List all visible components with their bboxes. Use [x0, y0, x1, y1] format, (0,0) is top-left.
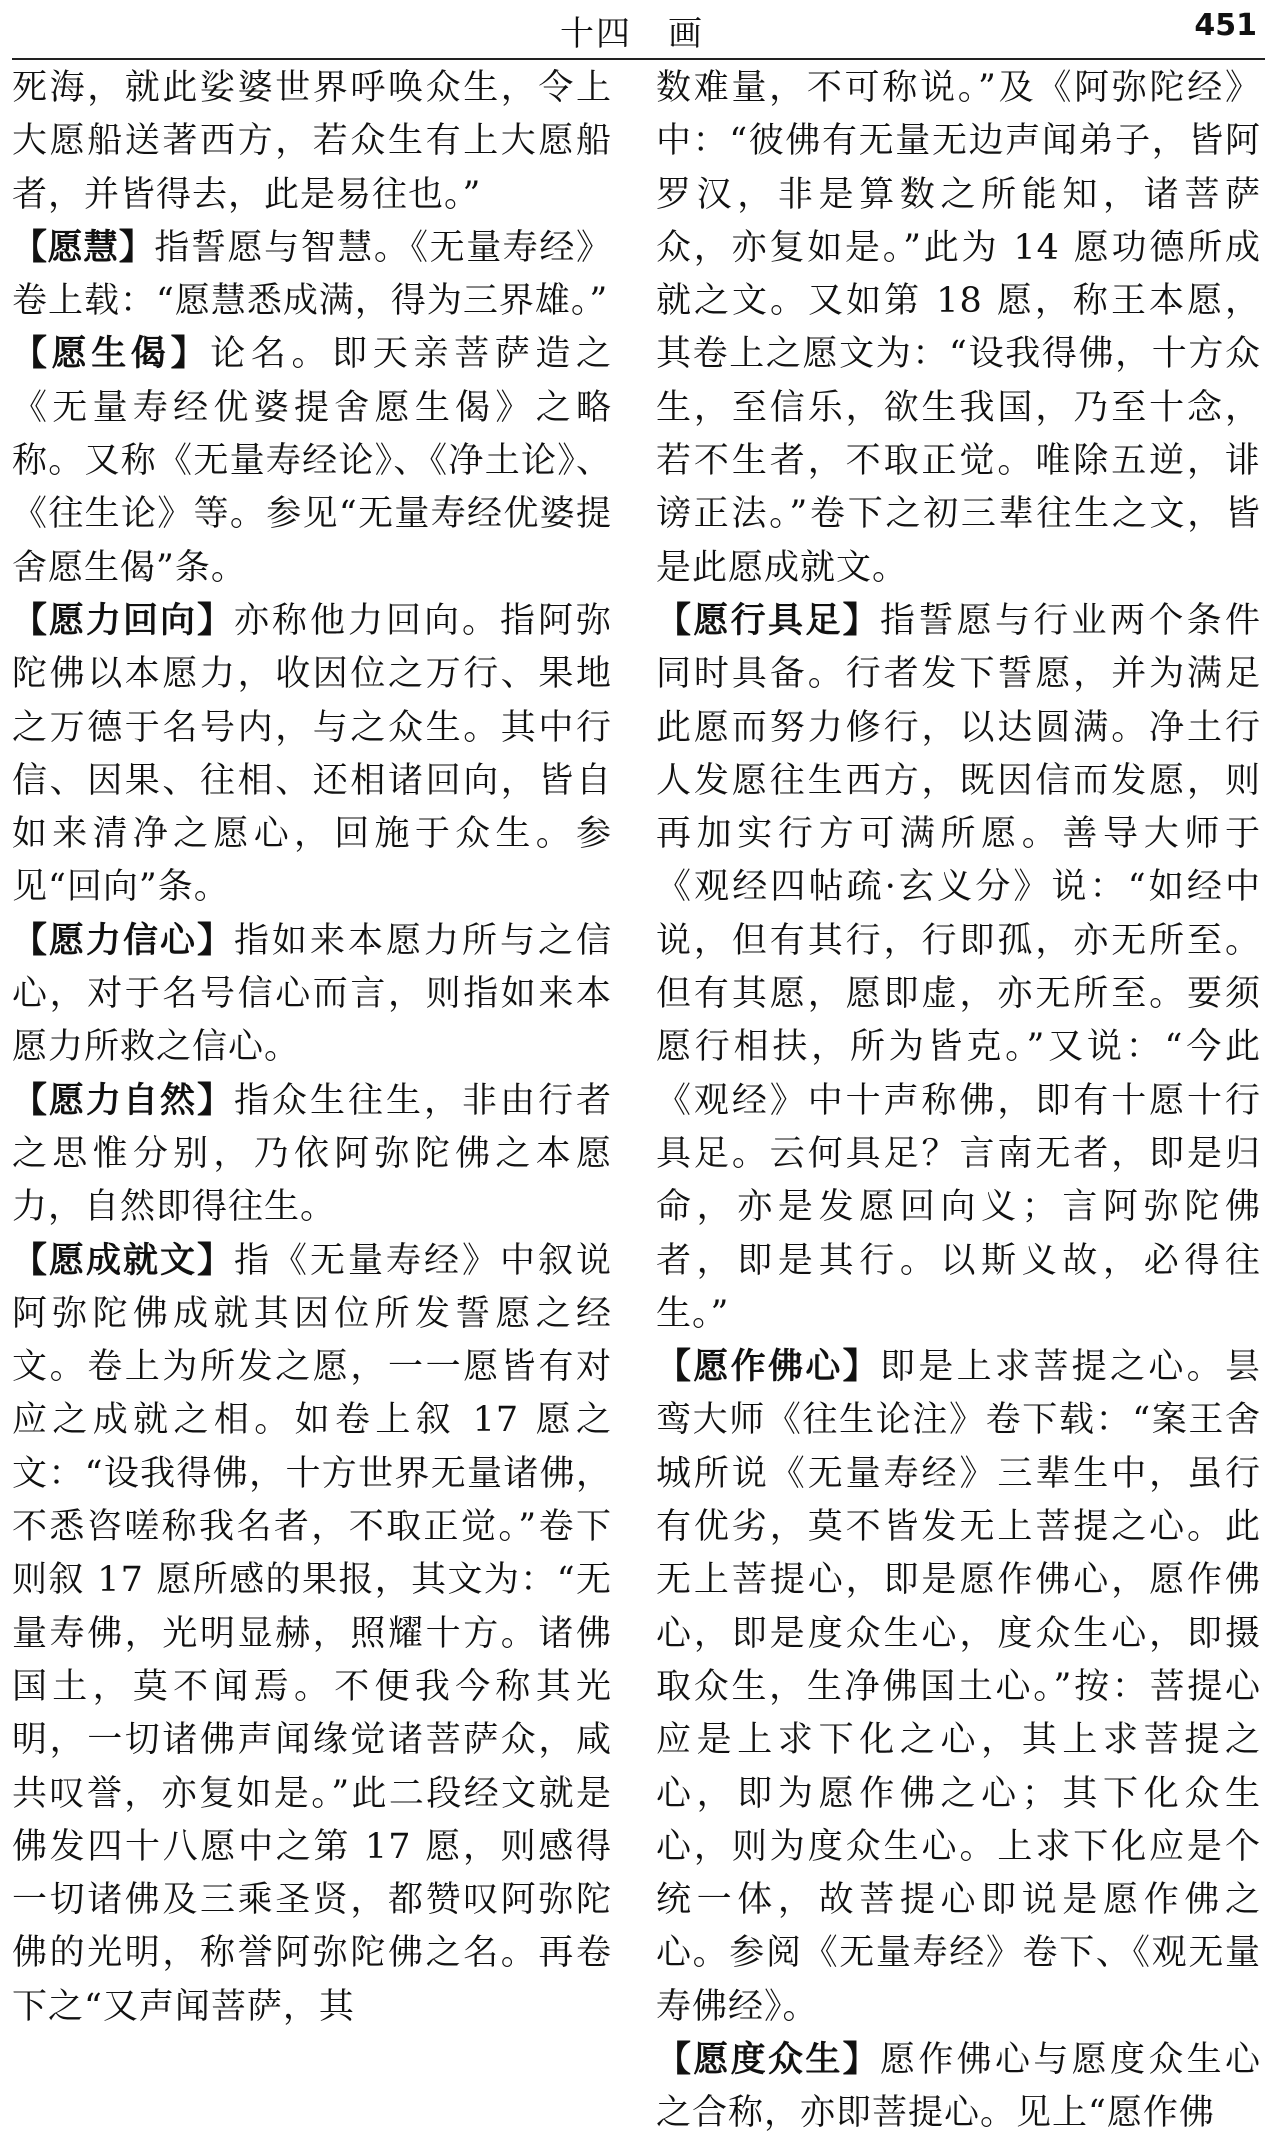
entry-headword: 【愿行具足】 [656, 600, 880, 641]
left-column [12, 62, 612, 2027]
entry-definition: 指誓愿与行业两个条件同时具备。行者发下誓愿，并为满足此愿而努力修行，以达圆满。净土行人发愿往生西方，既因信而发愿，则再加实行方可满所愿。善导大师于《观经四帖疏·玄义分》说：“如经中说，但有其行，行即孤，亦无所至。但有其愿，愿即虚，亦无所至。要须愿行相扶，所为皆克。”又说：“今此《观经》中十声称佛，即有十愿十行具足。云何具足？言南无者，即是归命，亦是发愿回向义；言阿弥陀佛者，即是其行。以斯义故，必得往生。” [656, 600, 1261, 1334]
continued-text: 死海，就此娑婆世界呼唤众生，令上大愿船送著西方，若众生有上大愿船者，并皆得去，此是易往也。” [12, 68, 612, 215]
entry-headword: 【愿作佛心】 [656, 1347, 880, 1388]
entry-definition: 愿作佛心与愿度众生心之合称，亦即菩提心。见上“愿作佛 [656, 2039, 1261, 2134]
dictionary-entry [12, 222, 612, 329]
dictionary-entry [12, 1235, 612, 2034]
dictionary-entry [656, 2034, 1261, 2141]
entry-definition: 论名。即天亲菩萨造之《无量寿经优婆提舍愿生偈》之略称。又称《无量寿经论》、《净土论》、《往生论》等。参见“无量寿经优婆提舍愿生偈”条。 [12, 334, 612, 588]
entry-definition: 即是上求菩提之心。昙鸾大师《往生论注》卷下载：“案王舍城所说《无量寿经》三辈生中，虽行有优劣，莫不皆发无上菩提之心。此无上菩提心，即是愿作佛心，愿作佛心，即是度众生心，度众生心，即摄取众生，生净佛国土心。”按：菩提心应是上求下化之心，其上求菩提之心，即为愿作佛之心；其下化众生心，则为度众生心。上求下化应是个统一体，故菩提心即说是愿作佛之心。参阅《无量寿经》卷下、《观无量寿佛经》。 [656, 1347, 1261, 2027]
entry-headword: 【愿成就文】 [12, 1240, 234, 1281]
entry-definition: 指如来本愿力所与之信心，对于名号信心而言，则指如来本愿力所救之信心。 [12, 920, 612, 1068]
page-number: 451 [1194, 8, 1257, 43]
header-divider [12, 58, 1265, 60]
entry-headword: 【愿生偈】 [12, 334, 211, 375]
entry-definition: 亦称他力回向。指阿弥陀佛以本愿力，收因位之万行、果地之万德于名号内，与之众生。其中行信、因果、往相、还相诸回向，皆自如来清净之愿心，回施于众生。参见“回向”条。 [12, 600, 612, 908]
continued-text: 数难量，不可称说。”及《阿弥陀经》中：“彼佛有无量无边声闻弟子，皆阿罗汉，非是算数之所能知，诸菩萨众，亦复如是。”此为 14 愿功德所成就之文。又如第 18 愿，称王本愿，其卷上之愿文为：“设我得佛，十方众生，至信乐，欲生我国，乃至十念，若不生者，不取正觉。唯除五逆，诽谤正法。”卷下之初三辈往生之文，皆是此愿成就文。 [656, 68, 1261, 588]
dictionary-entry [12, 595, 612, 915]
dictionary-entry [12, 328, 612, 594]
entry-headword: 【愿慧】 [12, 227, 155, 268]
entry-headword: 【愿力回向】 [12, 600, 234, 641]
page-header [0, 0, 1277, 58]
section-title: 十四 画 [560, 14, 704, 54]
dictionary-entry [656, 595, 1261, 1341]
entry-definition: 指众生往生，非由行者之思惟分别，乃依阿弥陀佛之本愿力，自然即得往生。 [12, 1080, 612, 1228]
right-column [656, 62, 1261, 2134]
entry-definition: 指《无量寿经》中叙说阿弥陀佛成就其因位所发誓愿之经文。卷上为所发之愿，一一愿皆有对应之成就之相。如卷上叙 17 愿之文：“设我得佛，十方世界无量诸佛，不悉咨嗟称我名者，不取正觉。”卷下则叙 17 愿所感的果报，其文为：“无量寿佛，光明显赫，照耀十方。诸佛国土，莫不闻焉。不便我今称其光明，一切诸佛声闻缘觉诸菩萨众，咸共叹誉，亦复如是。”此二段经文就是佛发四十八愿中之第 17 愿，则感得一切诸佛及三乘圣贤，都赞叹阿弥陀佛的光明，称誉阿弥陀佛之名。再卷下之“又声闻菩萨，其 [12, 1240, 612, 2027]
entry-headword: 【愿度众生】 [656, 2039, 880, 2080]
entry-headword: 【愿力信心】 [12, 920, 234, 961]
entry-headword: 【愿力自然】 [12, 1080, 234, 1121]
dictionary-entry [12, 1075, 612, 1235]
dictionary-entry [656, 1341, 1261, 2034]
entry-definition: 指誓愿与智慧。《无量寿经》卷上载：“愿慧悉成满，得为三界雄。” [12, 227, 612, 322]
dictionary-entry [12, 915, 612, 1075]
